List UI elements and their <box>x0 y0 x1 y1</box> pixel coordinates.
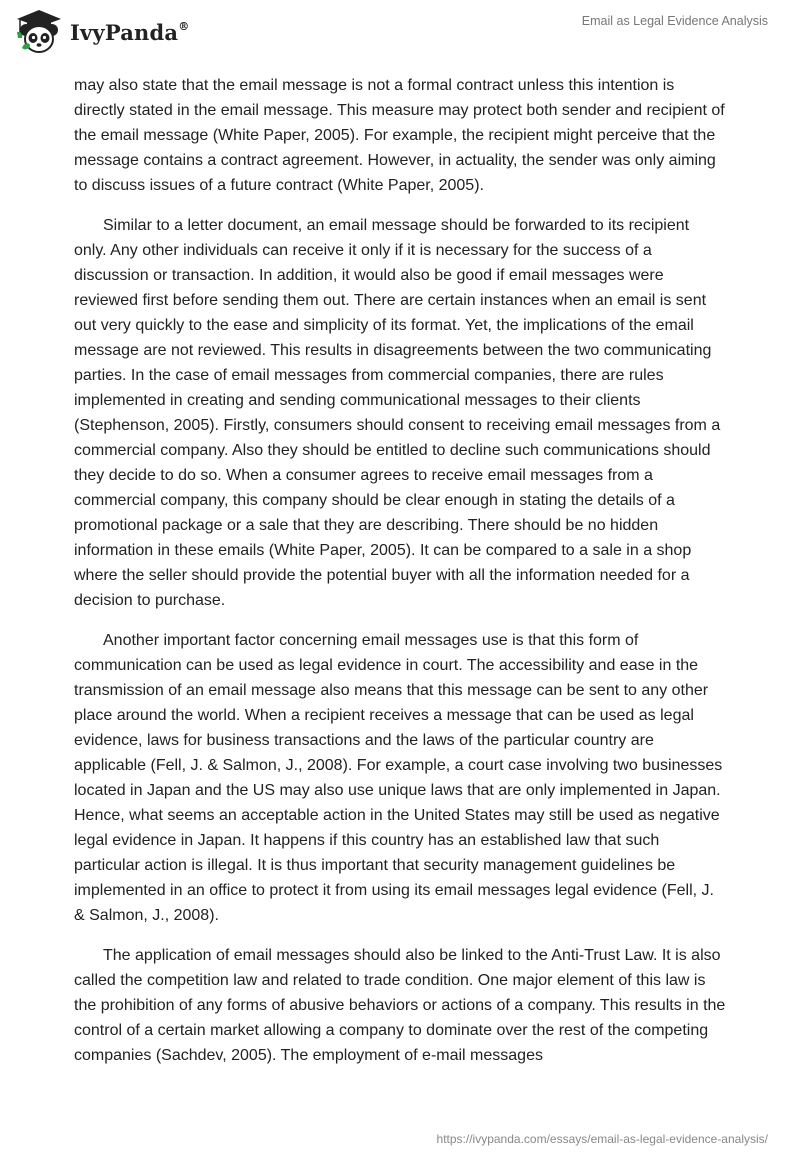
paragraph: Another important factor concerning email messages use is that this form of communication can be used as legal evidence in court. The accessibility and ease in the transmission of an email message also means that this message can be sent to any other place around the world. When a recipient receives a message that can be used as legal evidence, laws for business transactions and the laws of the particular country are applicable (Fell, J. & Salmon, J., 2008). For example, a court case involving two businesses located in Japan and the US may also use unique laws that are only implemented in Japan. Hence, what seems an acceptable action in the United States may still be used as negative legal evidence in Japan. It happens if this country has an established law that such particular action is illegal. It is thus important that security management guidelines be implemented in an office to protect it from using its email messages legal evidence (Fell, J. & Salmon, J., 2008). <box>74 632 723 924</box>
panda-graduate-icon <box>14 8 64 56</box>
registered-mark: ® <box>178 19 190 33</box>
source-url[interactable]: https://ivypanda.com/essays/email-as-legal-evidence-analysis/ <box>436 1132 768 1146</box>
essay-body <box>74 73 726 1083</box>
brand-name: IvyPanda® <box>70 19 190 45</box>
paragraph: Similar to a letter document, an email message should be forwarded to its recipient only. Any other individuals can receive it only if it is necessary for the success of a discussion or transaction. In addition, it would also be good if email messages were reviewed first before sending them out. There are certain instances when an email is sent out very quickly to the ease and simplicity of its format. Yet, the implications of the email message are not reviewed. This results in disagreements between the two communicating parties. In the case of email messages from commercial companies, there are rules implemented in creating and sending communicational messages to their clients (Stephenson, 2005). Firstly, consumers should consent to receiving email messages from a commercial company. Also they should be entitled to decline such communications should they decide to do so. When a consumer agrees to receive email messages from a commercial company, this company should be clear enough in stating the details of a promotional package or a sale that they are describing. There should be no hidden information in these emails (White Paper, 2005). It can be compared to a sale in a shop where the seller should provide the potential buyer with all the information needed for a decision to purchase. <box>74 217 721 609</box>
document-title: Email as Legal Evidence Analysis <box>581 14 768 28</box>
paragraph: The application of email messages should also be linked to the Anti-Trust Law. It is also called the competition law and related to trade condition. One major element of this law is the prohibition of any forms of abusive behaviors or actions of a company. This results in the control of a certain market allowing a company to dominate over the rest of the competing companies (Sachdev, 2005). The employment of e-mail messages <box>74 947 726 1064</box>
paragraph: may also state that the email message is not a formal contract unless this intention is directly stated in the email message. This measure may protect both sender and recipient of the email message (White Paper, 2005). For example, the recipient might perceive that the message contains a contract agreement. However, in actuality, the sender was only aiming to discuss issues of a future contract (White Paper, 2005). <box>74 77 725 194</box>
brand-logo[interactable] <box>14 8 189 56</box>
page-header <box>0 0 800 70</box>
